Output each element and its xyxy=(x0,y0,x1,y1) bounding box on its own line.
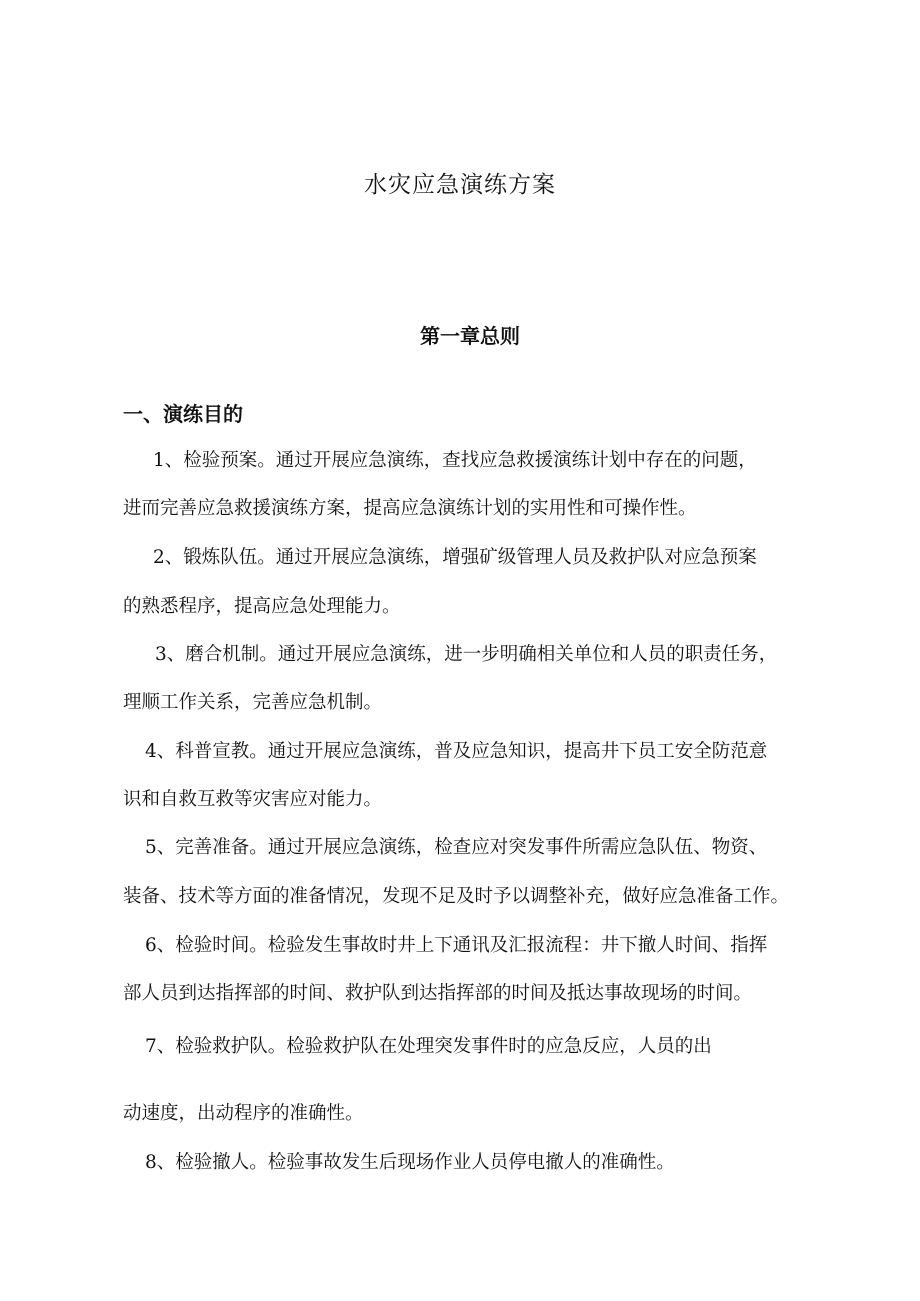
section-heading: 一、演练目的 xyxy=(123,402,243,426)
paragraph-1-line-1: 1、检验预案。通过开展应急演练，查找应急救援演练计划中存在的问题， xyxy=(153,450,757,471)
paragraph-2-line-2: 的熟悉程序，提高应急处理能力。 xyxy=(123,596,401,617)
paragraph-6-line-1: 6、检验时间。检验发生事故时井上下通讯及汇报流程：井下撤人时间、指挥 xyxy=(145,935,768,956)
paragraph-3-line-1: 3、磨合机制。通过开展应急演练，进一步明确相关单位和人员的职责任务， xyxy=(155,644,778,665)
chapter-heading: 第一章总则 xyxy=(420,324,520,348)
paragraph-7-line-1: 7、检验救护队。检验救护队在处理突发事件时的应急反应，人员的出 xyxy=(145,1036,712,1057)
paragraph-8-line-1: 8、检验撤人。检验事故发生后现场作业人员停电撤人的准确性。 xyxy=(145,1152,675,1173)
paragraph-5-line-1: 5、完善准备。通过开展应急演练，检查应对突发事件所需应急队伍、物资、 xyxy=(145,837,768,858)
paragraph-7-line-2: 动速度，出动程序的准确性。 xyxy=(123,1103,364,1124)
paragraph-2-line-1: 2、锻炼队伍。通过开展应急演练，增强矿级管理人员及救护队对应急预案 xyxy=(153,547,757,568)
paragraph-4-line-2: 识和自救互救等灾害应对能力。 xyxy=(123,789,383,810)
paragraph-4-line-1: 4、科普宣教。通过开展应急演练，普及应急知识，提高井下员工安全防范意 xyxy=(145,741,768,762)
paragraph-1-line-2: 进而完善应急救援演练方案，提高应急演练计划的实用性和可操作性。 xyxy=(123,498,697,519)
paragraph-6-line-2: 部人员到达指挥部的时间、救护队到达指挥部的时间及抵达事故现场的时间。 xyxy=(123,983,753,1004)
paragraph-5-line-2: 装备、技术等方面的准备情况，发现不足及时予以调整补充，做好应急准备工作。 xyxy=(123,886,790,907)
paragraph-3-line-2: 理顺工作关系，完善应急机制。 xyxy=(123,692,383,713)
document-title: 水灾应急演练方案 xyxy=(364,172,556,198)
